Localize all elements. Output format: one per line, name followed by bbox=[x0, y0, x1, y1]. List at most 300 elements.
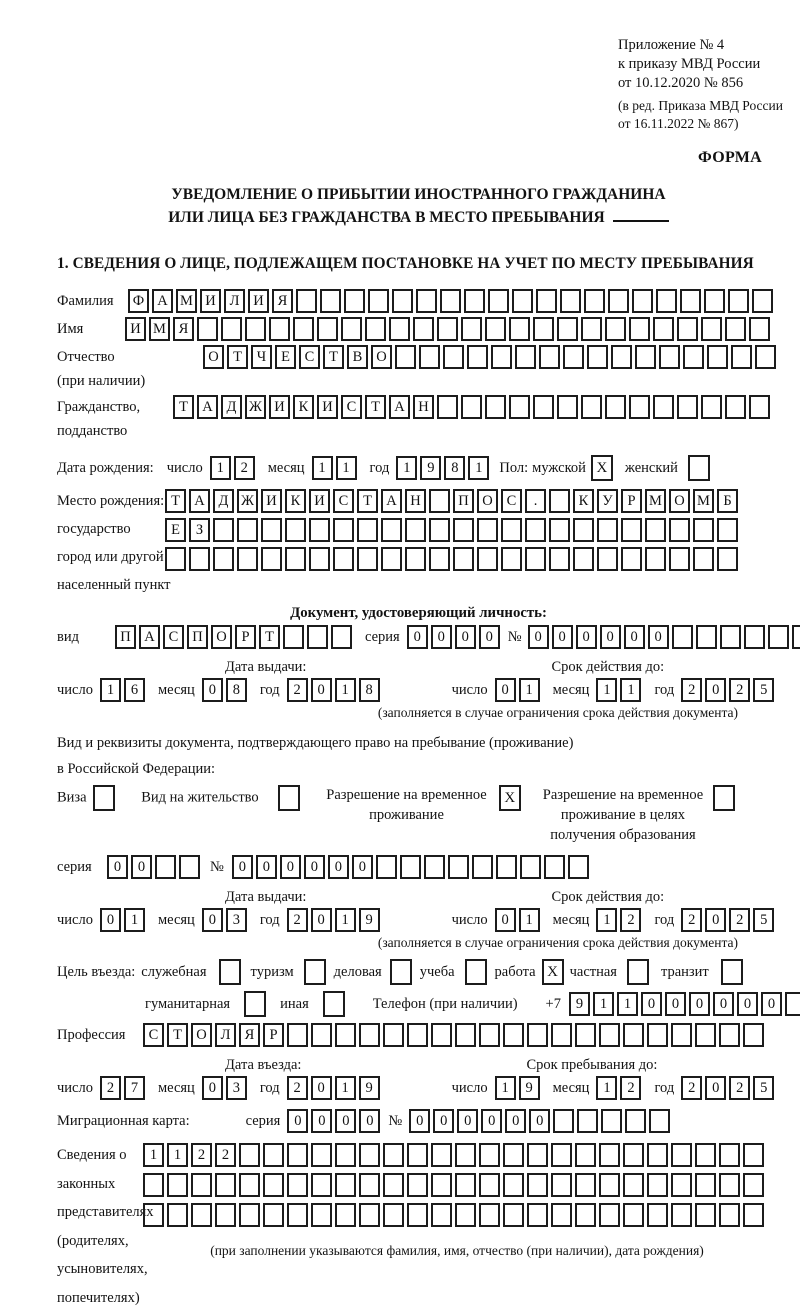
form-cell[interactable] bbox=[501, 518, 522, 542]
form-cell[interactable] bbox=[405, 518, 426, 542]
form-cell[interactable] bbox=[407, 1203, 428, 1227]
form-cell[interactable] bbox=[344, 289, 365, 313]
form-cell[interactable] bbox=[317, 317, 338, 341]
form-cell[interactable] bbox=[656, 289, 677, 313]
form-cell[interactable]: 0 bbox=[287, 1109, 308, 1133]
form-cell[interactable] bbox=[581, 395, 602, 419]
form-cell[interactable] bbox=[287, 1173, 308, 1197]
form-cell[interactable]: А bbox=[389, 395, 410, 419]
form-cell[interactable] bbox=[293, 317, 314, 341]
form-cell[interactable] bbox=[693, 547, 714, 571]
form-cell[interactable]: У bbox=[597, 489, 618, 513]
form-cell[interactable]: Я bbox=[239, 1023, 260, 1047]
form-cell[interactable] bbox=[359, 1203, 380, 1227]
form-cell[interactable] bbox=[503, 1023, 524, 1047]
form-cell[interactable] bbox=[467, 345, 488, 369]
residence-issue-day-cells[interactable] bbox=[100, 908, 145, 932]
form-cell[interactable]: 0 bbox=[352, 855, 373, 879]
form-cell[interactable] bbox=[143, 1173, 164, 1197]
form-cell[interactable]: 0 bbox=[311, 678, 332, 702]
valid-day-cells[interactable] bbox=[495, 678, 540, 702]
form-cell[interactable] bbox=[455, 1023, 476, 1047]
form-cell[interactable] bbox=[553, 1109, 574, 1133]
form-cell[interactable] bbox=[768, 625, 789, 649]
form-cell[interactable] bbox=[719, 1173, 740, 1197]
form-cell[interactable]: 0 bbox=[528, 625, 549, 649]
form-cell[interactable]: А bbox=[197, 395, 218, 419]
form-cell[interactable] bbox=[575, 1143, 596, 1167]
form-cell[interactable]: О bbox=[669, 489, 690, 513]
form-cell[interactable] bbox=[701, 395, 722, 419]
form-cell[interactable] bbox=[512, 289, 533, 313]
form-cell[interactable]: Я bbox=[173, 317, 194, 341]
patronymic-cells[interactable] bbox=[203, 345, 776, 369]
form-cell[interactable]: 1 bbox=[100, 678, 121, 702]
form-cell[interactable]: 0 bbox=[304, 855, 325, 879]
form-cell[interactable] bbox=[239, 1143, 260, 1167]
birth-day-cells[interactable] bbox=[210, 456, 255, 480]
form-cell[interactable]: С bbox=[163, 625, 184, 649]
form-cell[interactable]: И bbox=[261, 489, 282, 513]
form-cell[interactable] bbox=[461, 395, 482, 419]
form-cell[interactable]: 3 bbox=[226, 1076, 247, 1100]
form-cell[interactable]: 0 bbox=[328, 855, 349, 879]
form-cell[interactable]: 5 bbox=[753, 1076, 774, 1100]
form-cell[interactable]: Н bbox=[413, 395, 434, 419]
form-cell[interactable] bbox=[407, 1023, 428, 1047]
form-cell[interactable]: А bbox=[189, 489, 210, 513]
form-cell[interactable]: Л bbox=[215, 1023, 236, 1047]
form-cell[interactable]: 0 bbox=[529, 1109, 550, 1133]
form-cell[interactable] bbox=[472, 855, 493, 879]
form-cell[interactable] bbox=[573, 518, 594, 542]
form-cell[interactable] bbox=[496, 855, 517, 879]
form-cell[interactable]: 0 bbox=[495, 908, 516, 932]
form-cell[interactable] bbox=[680, 289, 701, 313]
form-cell[interactable] bbox=[464, 289, 485, 313]
form-cell[interactable] bbox=[485, 395, 506, 419]
doc-series-cells[interactable] bbox=[407, 625, 500, 649]
form-cell[interactable]: Е bbox=[165, 518, 186, 542]
form-cell[interactable] bbox=[557, 395, 578, 419]
form-cell[interactable] bbox=[283, 625, 304, 649]
form-cell[interactable] bbox=[577, 1109, 598, 1133]
form-cell[interactable] bbox=[625, 1109, 646, 1133]
form-cell[interactable] bbox=[551, 1173, 572, 1197]
form-cell[interactable] bbox=[453, 547, 474, 571]
residence-permit-checkbox[interactable] bbox=[278, 785, 300, 811]
form-cell[interactable] bbox=[143, 1203, 164, 1227]
form-cell[interactable]: Ж bbox=[245, 395, 266, 419]
form-cell[interactable] bbox=[477, 547, 498, 571]
form-cell[interactable]: 0 bbox=[100, 908, 121, 932]
form-cell[interactable] bbox=[431, 1203, 452, 1227]
form-cell[interactable] bbox=[381, 547, 402, 571]
form-cell[interactable]: Я bbox=[272, 289, 293, 313]
form-cell[interactable] bbox=[621, 518, 642, 542]
residence-issue-year-cells[interactable] bbox=[287, 908, 380, 932]
birth-place-row-2[interactable] bbox=[165, 518, 738, 542]
form-cell[interactable] bbox=[335, 1203, 356, 1227]
form-cell[interactable] bbox=[453, 518, 474, 542]
form-cell[interactable]: 0 bbox=[311, 1076, 332, 1100]
form-cell[interactable] bbox=[437, 395, 458, 419]
form-cell[interactable] bbox=[448, 855, 469, 879]
form-cell[interactable] bbox=[419, 345, 440, 369]
stay-day-cells[interactable] bbox=[495, 1076, 540, 1100]
form-cell[interactable] bbox=[479, 1023, 500, 1047]
form-cell[interactable] bbox=[669, 518, 690, 542]
form-cell[interactable] bbox=[263, 1203, 284, 1227]
form-cell[interactable] bbox=[725, 317, 746, 341]
form-cell[interactable] bbox=[261, 547, 282, 571]
form-cell[interactable]: Б bbox=[717, 489, 738, 513]
representatives-row-1[interactable] bbox=[143, 1143, 764, 1167]
form-cell[interactable]: 5 bbox=[753, 678, 774, 702]
form-cell[interactable]: 2 bbox=[681, 908, 702, 932]
form-cell[interactable] bbox=[359, 1023, 380, 1047]
representatives-row-3[interactable] bbox=[143, 1203, 764, 1227]
form-cell[interactable]: Л bbox=[224, 289, 245, 313]
form-cell[interactable] bbox=[671, 1023, 692, 1047]
given-name-cells[interactable] bbox=[125, 317, 770, 341]
form-cell[interactable]: 1 bbox=[335, 908, 356, 932]
form-cell[interactable] bbox=[581, 317, 602, 341]
form-cell[interactable] bbox=[749, 317, 770, 341]
form-cell[interactable]: 0 bbox=[311, 908, 332, 932]
residence-valid-day-cells[interactable] bbox=[495, 908, 540, 932]
form-cell[interactable] bbox=[527, 1203, 548, 1227]
residence-series-cells[interactable] bbox=[107, 855, 200, 879]
form-cell[interactable] bbox=[551, 1203, 572, 1227]
doc-number-cells[interactable] bbox=[528, 625, 800, 649]
form-cell[interactable] bbox=[551, 1023, 572, 1047]
form-cell[interactable]: 0 bbox=[202, 678, 223, 702]
form-cell[interactable]: И bbox=[200, 289, 221, 313]
form-cell[interactable]: 8 bbox=[444, 456, 465, 480]
form-cell[interactable]: Д bbox=[213, 489, 234, 513]
issue-day-cells[interactable] bbox=[100, 678, 145, 702]
form-cell[interactable] bbox=[647, 1173, 668, 1197]
form-cell[interactable] bbox=[431, 1143, 452, 1167]
form-cell[interactable]: К bbox=[285, 489, 306, 513]
form-cell[interactable] bbox=[560, 289, 581, 313]
form-cell[interactable] bbox=[429, 489, 450, 513]
form-cell[interactable] bbox=[479, 1203, 500, 1227]
form-cell[interactable] bbox=[365, 317, 386, 341]
form-cell[interactable] bbox=[431, 1023, 452, 1047]
form-cell[interactable] bbox=[792, 625, 800, 649]
form-cell[interactable] bbox=[599, 1173, 620, 1197]
purpose-transit-checkbox[interactable] bbox=[721, 959, 743, 985]
form-cell[interactable] bbox=[311, 1203, 332, 1227]
entry-day-cells[interactable] bbox=[100, 1076, 145, 1100]
form-cell[interactable]: 2 bbox=[681, 1076, 702, 1100]
purpose-business-checkbox[interactable] bbox=[390, 959, 412, 985]
birth-year-cells[interactable] bbox=[396, 456, 489, 480]
purpose-study-checkbox[interactable] bbox=[465, 959, 487, 985]
form-cell[interactable] bbox=[719, 1023, 740, 1047]
form-cell[interactable]: П bbox=[453, 489, 474, 513]
form-cell[interactable]: 1 bbox=[519, 678, 540, 702]
form-cell[interactable] bbox=[376, 855, 397, 879]
form-cell[interactable]: 3 bbox=[226, 908, 247, 932]
form-cell[interactable]: 0 bbox=[761, 992, 782, 1016]
form-cell[interactable]: А bbox=[381, 489, 402, 513]
migration-series-cells[interactable] bbox=[287, 1109, 380, 1133]
form-cell[interactable] bbox=[551, 1143, 572, 1167]
form-cell[interactable] bbox=[573, 547, 594, 571]
form-cell[interactable]: 0 bbox=[505, 1109, 526, 1133]
form-cell[interactable]: 8 bbox=[226, 678, 247, 702]
form-cell[interactable] bbox=[335, 1173, 356, 1197]
form-cell[interactable]: 1 bbox=[396, 456, 417, 480]
form-cell[interactable] bbox=[672, 625, 693, 649]
form-cell[interactable]: 0 bbox=[705, 1076, 726, 1100]
form-cell[interactable]: И bbox=[125, 317, 146, 341]
purpose-official-checkbox[interactable] bbox=[219, 959, 241, 985]
form-cell[interactable] bbox=[605, 317, 626, 341]
form-cell[interactable] bbox=[527, 1023, 548, 1047]
form-cell[interactable] bbox=[671, 1143, 692, 1167]
form-cell[interactable] bbox=[479, 1143, 500, 1167]
valid-month-cells[interactable] bbox=[596, 678, 641, 702]
surname-cells[interactable] bbox=[128, 289, 773, 313]
form-cell[interactable] bbox=[755, 345, 776, 369]
form-cell[interactable] bbox=[167, 1173, 188, 1197]
form-cell[interactable]: 1 bbox=[593, 992, 614, 1016]
form-cell[interactable] bbox=[239, 1203, 260, 1227]
sex-male-checkbox[interactable]: X bbox=[591, 455, 613, 481]
form-cell[interactable]: Ф bbox=[128, 289, 149, 313]
form-cell[interactable] bbox=[215, 1203, 236, 1227]
form-cell[interactable] bbox=[400, 855, 421, 879]
form-cell[interactable]: 0 bbox=[552, 625, 573, 649]
form-cell[interactable]: 2 bbox=[234, 456, 255, 480]
doc-kind-cells[interactable] bbox=[115, 625, 352, 649]
form-cell[interactable] bbox=[744, 625, 765, 649]
form-cell[interactable] bbox=[501, 547, 522, 571]
form-cell[interactable]: 0 bbox=[256, 855, 277, 879]
form-cell[interactable]: 2 bbox=[100, 1076, 121, 1100]
form-cell[interactable]: С bbox=[143, 1023, 164, 1047]
form-cell[interactable]: 0 bbox=[479, 625, 500, 649]
form-cell[interactable] bbox=[213, 547, 234, 571]
form-cell[interactable]: 1 bbox=[336, 456, 357, 480]
form-cell[interactable] bbox=[611, 345, 632, 369]
form-cell[interactable] bbox=[677, 395, 698, 419]
form-cell[interactable] bbox=[743, 1203, 764, 1227]
form-cell[interactable]: Т bbox=[173, 395, 194, 419]
form-cell[interactable] bbox=[608, 289, 629, 313]
form-cell[interactable] bbox=[731, 345, 752, 369]
form-cell[interactable] bbox=[645, 518, 666, 542]
form-cell[interactable]: 9 bbox=[359, 1076, 380, 1100]
form-cell[interactable]: К bbox=[573, 489, 594, 513]
purpose-tourism-checkbox[interactable] bbox=[304, 959, 326, 985]
form-cell[interactable] bbox=[584, 289, 605, 313]
form-cell[interactable]: 2 bbox=[191, 1143, 212, 1167]
form-cell[interactable] bbox=[491, 345, 512, 369]
form-cell[interactable] bbox=[197, 317, 218, 341]
form-cell[interactable] bbox=[695, 1023, 716, 1047]
form-cell[interactable]: 0 bbox=[495, 678, 516, 702]
form-cell[interactable] bbox=[285, 518, 306, 542]
form-cell[interactable]: И bbox=[248, 289, 269, 313]
form-cell[interactable] bbox=[707, 345, 728, 369]
form-cell[interactable] bbox=[683, 345, 704, 369]
form-cell[interactable]: 0 bbox=[359, 1109, 380, 1133]
valid-year-cells[interactable] bbox=[681, 678, 774, 702]
form-cell[interactable] bbox=[359, 1173, 380, 1197]
form-cell[interactable] bbox=[659, 345, 680, 369]
form-cell[interactable] bbox=[455, 1203, 476, 1227]
form-cell[interactable] bbox=[509, 395, 530, 419]
form-cell[interactable] bbox=[429, 547, 450, 571]
form-cell[interactable]: 9 bbox=[359, 908, 380, 932]
form-cell[interactable] bbox=[717, 547, 738, 571]
form-cell[interactable] bbox=[392, 289, 413, 313]
form-cell[interactable]: 1 bbox=[596, 1076, 617, 1100]
form-cell[interactable]: Н bbox=[405, 489, 426, 513]
form-cell[interactable] bbox=[431, 1173, 452, 1197]
form-cell[interactable] bbox=[563, 345, 584, 369]
form-cell[interactable] bbox=[533, 317, 554, 341]
form-cell[interactable] bbox=[179, 855, 200, 879]
form-cell[interactable] bbox=[725, 395, 746, 419]
form-cell[interactable] bbox=[155, 855, 176, 879]
form-cell[interactable] bbox=[647, 1143, 668, 1167]
birth-place-row-1[interactable] bbox=[165, 489, 738, 513]
form-cell[interactable] bbox=[221, 317, 242, 341]
entry-month-cells[interactable] bbox=[202, 1076, 247, 1100]
form-cell[interactable]: 9 bbox=[519, 1076, 540, 1100]
form-cell[interactable] bbox=[653, 317, 674, 341]
form-cell[interactable] bbox=[263, 1173, 284, 1197]
form-cell[interactable] bbox=[575, 1203, 596, 1227]
form-cell[interactable] bbox=[479, 1173, 500, 1197]
form-cell[interactable]: Т bbox=[165, 489, 186, 513]
form-cell[interactable]: 0 bbox=[737, 992, 758, 1016]
form-cell[interactable] bbox=[307, 625, 328, 649]
form-cell[interactable]: М bbox=[149, 317, 170, 341]
form-cell[interactable] bbox=[429, 518, 450, 542]
form-cell[interactable] bbox=[416, 289, 437, 313]
form-cell[interactable]: 7 bbox=[124, 1076, 145, 1100]
form-cell[interactable]: 0 bbox=[280, 855, 301, 879]
form-cell[interactable] bbox=[488, 289, 509, 313]
form-cell[interactable] bbox=[357, 518, 378, 542]
form-cell[interactable] bbox=[544, 855, 565, 879]
form-cell[interactable]: 2 bbox=[729, 678, 750, 702]
form-cell[interactable] bbox=[647, 1203, 668, 1227]
form-cell[interactable]: 0 bbox=[202, 908, 223, 932]
form-cell[interactable] bbox=[381, 518, 402, 542]
form-cell[interactable]: 1 bbox=[124, 908, 145, 932]
form-cell[interactable] bbox=[285, 547, 306, 571]
form-cell[interactable] bbox=[717, 518, 738, 542]
birth-month-cells[interactable] bbox=[312, 456, 357, 480]
form-cell[interactable] bbox=[395, 345, 416, 369]
form-cell[interactable] bbox=[597, 547, 618, 571]
form-cell[interactable]: О bbox=[191, 1023, 212, 1047]
form-cell[interactable] bbox=[263, 1143, 284, 1167]
form-cell[interactable] bbox=[601, 1109, 622, 1133]
purpose-work-checkbox[interactable]: X bbox=[542, 959, 564, 985]
form-cell[interactable] bbox=[309, 547, 330, 571]
form-cell[interactable] bbox=[527, 1173, 548, 1197]
form-cell[interactable]: 0 bbox=[131, 855, 152, 879]
form-cell[interactable] bbox=[368, 289, 389, 313]
form-cell[interactable] bbox=[671, 1173, 692, 1197]
form-cell[interactable] bbox=[632, 289, 653, 313]
form-cell[interactable]: . bbox=[525, 489, 546, 513]
edu-residence-checkbox[interactable] bbox=[713, 785, 735, 811]
form-cell[interactable] bbox=[749, 395, 770, 419]
form-cell[interactable] bbox=[587, 345, 608, 369]
form-cell[interactable]: М bbox=[176, 289, 197, 313]
form-cell[interactable]: А bbox=[152, 289, 173, 313]
citizenship-cells[interactable] bbox=[173, 395, 770, 419]
entry-year-cells[interactable] bbox=[287, 1076, 380, 1100]
form-cell[interactable]: 1 bbox=[596, 908, 617, 932]
form-cell[interactable] bbox=[341, 317, 362, 341]
form-cell[interactable]: 0 bbox=[457, 1109, 478, 1133]
form-cell[interactable] bbox=[549, 489, 570, 513]
form-cell[interactable] bbox=[245, 317, 266, 341]
form-cell[interactable]: Р bbox=[235, 625, 256, 649]
form-cell[interactable] bbox=[645, 547, 666, 571]
form-cell[interactable] bbox=[597, 518, 618, 542]
visa-checkbox[interactable] bbox=[93, 785, 115, 811]
form-cell[interactable] bbox=[167, 1203, 188, 1227]
form-cell[interactable] bbox=[623, 1203, 644, 1227]
form-cell[interactable]: С bbox=[299, 345, 320, 369]
form-cell[interactable]: С bbox=[341, 395, 362, 419]
form-cell[interactable] bbox=[359, 1143, 380, 1167]
form-cell[interactable]: О bbox=[477, 489, 498, 513]
form-cell[interactable] bbox=[407, 1173, 428, 1197]
form-cell[interactable]: 0 bbox=[705, 908, 726, 932]
form-cell[interactable]: С bbox=[333, 489, 354, 513]
residence-issue-month-cells[interactable] bbox=[202, 908, 247, 932]
form-cell[interactable] bbox=[237, 547, 258, 571]
form-cell[interactable] bbox=[269, 317, 290, 341]
form-cell[interactable] bbox=[599, 1143, 620, 1167]
form-cell[interactable]: Р bbox=[263, 1023, 284, 1047]
form-cell[interactable] bbox=[357, 547, 378, 571]
temp-residence-checkbox[interactable]: X bbox=[499, 785, 521, 811]
form-cell[interactable]: В bbox=[347, 345, 368, 369]
form-cell[interactable] bbox=[389, 317, 410, 341]
form-cell[interactable]: 1 bbox=[312, 456, 333, 480]
form-cell[interactable] bbox=[695, 1173, 716, 1197]
form-cell[interactable]: Т bbox=[259, 625, 280, 649]
form-cell[interactable]: 1 bbox=[210, 456, 231, 480]
form-cell[interactable] bbox=[503, 1173, 524, 1197]
form-cell[interactable] bbox=[191, 1173, 212, 1197]
form-cell[interactable]: 1 bbox=[495, 1076, 516, 1100]
form-cell[interactable]: З bbox=[189, 518, 210, 542]
form-cell[interactable] bbox=[287, 1023, 308, 1047]
form-cell[interactable]: 2 bbox=[287, 678, 308, 702]
form-cell[interactable]: 2 bbox=[620, 1076, 641, 1100]
form-cell[interactable]: 0 bbox=[648, 625, 669, 649]
form-cell[interactable]: 2 bbox=[681, 678, 702, 702]
form-cell[interactable] bbox=[383, 1023, 404, 1047]
form-cell[interactable] bbox=[296, 289, 317, 313]
phone-cells[interactable] bbox=[569, 992, 800, 1016]
